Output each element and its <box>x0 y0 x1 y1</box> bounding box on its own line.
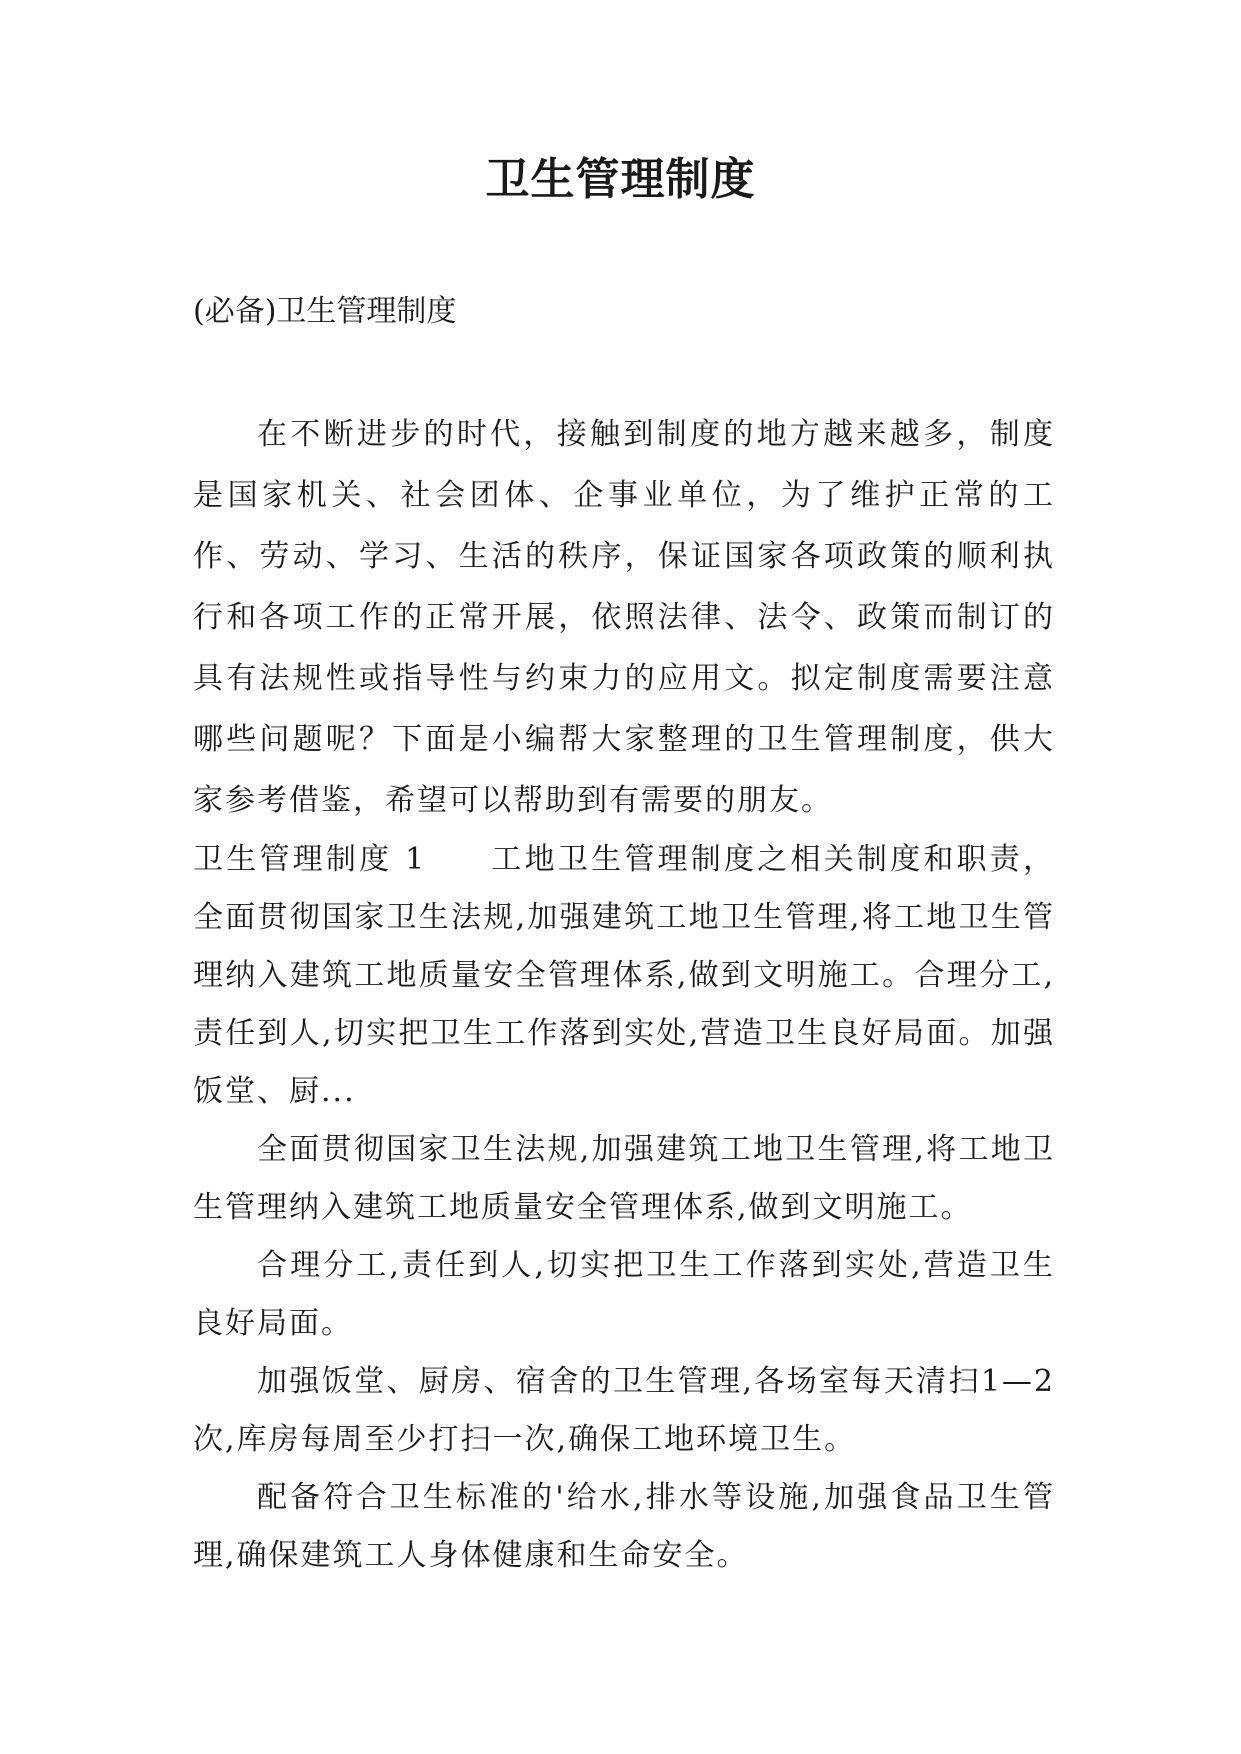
document-subtitle: (必备)卫生管理制度 <box>193 294 457 329</box>
document-body <box>193 404 1055 1585</box>
body-paragraph: 加强饭堂、厨房、宿舍的卫生管理,各场室每天清扫1—2次,库房每周至少打扫一次,确保工地环境卫生。 <box>193 1364 1055 1457</box>
intro-paragraph: 在不断进步的时代，接触到制度的地方越来越多，制度是国家机关、社会团体、企事业单位，为了维护正常的工作、劳动、学习、生活的秩序，保证国家各项政策的顺利执行和各项工作的正常开展，依照法律、法令、政策而制订的具有法规性或指导性与约束力的应用文。拟定制度需要注意哪些问题呢？下面是小编帮大家整理的卫生管理制度，供大家参考借鉴，希望可以帮助到有需要的朋友。 <box>193 417 1055 818</box>
body-paragraph: 配备符合卫生标准的'给水,排水等设施,加强食品卫生管理,确保建筑工人身体健康和生命安全。 <box>193 1480 1055 1573</box>
body-paragraph: 全面贯彻国家卫生法规,加强建筑工地卫生管理,将工地卫生管理纳入建筑工地质量安全管理体系,做到文明施工。 <box>193 1132 1055 1225</box>
section-lead-paragraph <box>193 831 1055 1121</box>
document-title: 卫生管理制度 <box>485 154 756 205</box>
body-paragraph: 合理分工,责任到人,切实把卫生工作落到实处,营造卫生良好局面。 <box>193 1248 1055 1341</box>
section-label: 卫生管理制度 1 <box>193 842 427 877</box>
section-summary: 工地卫生管理制度之相关制度和职责，全面贯彻国家卫生法规,加强建筑工地卫生管理,将工地卫生管理纳入建筑工地质量安全管理体系,做到文明施工。合理分工,责任到人,切实把卫生工作落到实处,营造卫生良好局面。加强饭堂、厨... <box>193 842 1056 1109</box>
